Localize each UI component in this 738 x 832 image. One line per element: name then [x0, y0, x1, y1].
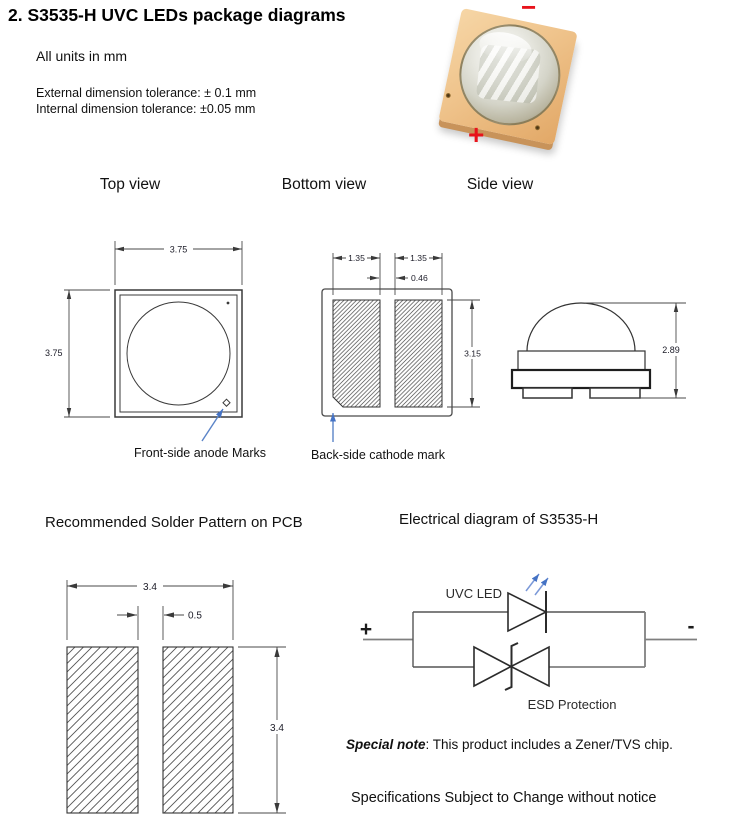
page-title: 2. S3535-H UVC LEDs package diagrams — [8, 5, 346, 25]
solder-pattern-drawing — [50, 570, 340, 828]
right-pad-dim: 1.35 — [410, 253, 427, 263]
package-body — [512, 370, 650, 388]
circuit-minus-terminal: - — [687, 615, 695, 638]
solder-pad-left — [67, 647, 138, 813]
solder-height-dim: 3.4 — [270, 723, 284, 734]
uvc-led-label: UVC LED — [445, 586, 502, 601]
package-outline — [115, 290, 242, 417]
corner-dot-mark — [227, 302, 230, 305]
special-note-text: : This product includes a Zener/TVS chip. — [425, 737, 673, 752]
lens-outline — [127, 302, 230, 405]
package-inner-outline — [120, 295, 237, 412]
dome-lens-profile — [527, 303, 635, 351]
internal-tolerance: Internal dimension tolerance: ±0.05 mm — [36, 102, 256, 116]
lens-holder — [518, 351, 645, 370]
solder-width-dim: 3.4 — [143, 582, 157, 593]
pad-height-dim: 3.15 — [464, 348, 481, 359]
left-pad-dim: 1.35 — [348, 253, 365, 263]
solder-pad-right — [163, 647, 233, 813]
light-emission-arrow — [526, 574, 539, 591]
led-photo — [0, 0, 738, 160]
anode-mark — [223, 399, 230, 406]
led-package-photo — [438, 8, 577, 145]
led-lens — [450, 15, 570, 135]
esd-tvs-symbol — [474, 643, 549, 690]
top-view-drawing — [40, 235, 290, 467]
side-view-drawing — [500, 280, 710, 415]
top-view-heading: Top view — [99, 176, 161, 193]
external-tolerance: External dimension tolerance: ± 0.1 mm — [36, 86, 257, 100]
cathode-label: Back-side cathode mark — [310, 448, 446, 462]
gap-dim: 0.46 — [411, 273, 428, 283]
spec-change-footer: Specifications Subject to Change without notice — [351, 790, 657, 806]
solder-gap-dim: 0.5 — [188, 610, 202, 622]
cathode-pad — [333, 300, 380, 407]
esd-protection-label: ESD Protection — [527, 697, 617, 712]
circuit-plus-terminal: + — [359, 618, 373, 641]
side-height-dim: 2.89 — [662, 345, 680, 355]
top-height-dim: 3.75 — [45, 348, 63, 358]
special-note-label: Special note — [346, 737, 426, 752]
special-note — [346, 737, 673, 752]
fiducial-dot — [445, 93, 451, 99]
bottom-pad-left — [523, 388, 572, 398]
photo-plus-mark: + — [468, 119, 485, 150]
bottom-view-drawing — [300, 235, 495, 467]
electrical-diagram-heading: Electrical diagram of S3535-H — [399, 511, 599, 528]
anode-pad — [395, 300, 442, 407]
uvc-led-symbol — [508, 574, 548, 633]
bottom-view-heading: Bottom view — [281, 176, 367, 193]
solder-pattern-heading: Recommended Solder Pattern on PCB — [45, 514, 303, 531]
electrical-diagram — [350, 565, 720, 725]
top-width-dim: 3.75 — [169, 244, 188, 255]
photo-minus-mark: − — [521, 0, 537, 22]
side-view-heading: Side view — [466, 176, 534, 193]
fiducial-dot — [535, 125, 541, 131]
bottom-pad-right — [590, 388, 640, 398]
anode-label: Front-side anode Marks — [133, 446, 267, 460]
units-note: All units in mm — [36, 48, 128, 64]
